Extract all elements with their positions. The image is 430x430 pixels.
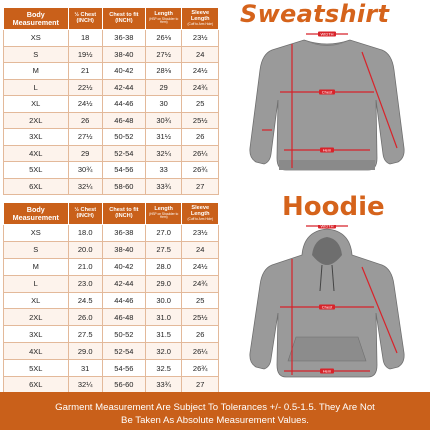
header-body-measurement: Body Measurement	[4, 8, 69, 30]
header-half-chest: ½ Chest (INCH)	[68, 8, 102, 30]
cell-sleeve: 26	[182, 326, 219, 343]
cell-size: 6XL	[4, 178, 69, 195]
header-body-measurement: Body Measurement	[4, 203, 69, 225]
cell-length: 32.5	[145, 360, 182, 377]
cell-size: XL	[4, 292, 69, 309]
cell-sleeve: 24	[182, 46, 219, 63]
cell-length: 27.5	[145, 241, 182, 258]
table-row	[4, 225, 219, 242]
cell-chest: 21	[68, 63, 102, 80]
cell-sleeve: 26	[182, 129, 219, 146]
cell-sleeve: 25½	[182, 112, 219, 129]
header-sleeve-label: Sleeve Length	[190, 9, 210, 22]
cell-size: 4XL	[4, 145, 69, 162]
cell-size: L	[4, 79, 69, 96]
cell-sleeve: 24½	[182, 63, 219, 80]
cell-fit: 40-42	[102, 63, 145, 80]
table-row	[4, 377, 219, 394]
cell-length: 26⅛	[145, 30, 182, 47]
cell-sleeve: 24¾	[182, 275, 219, 292]
sweatshirt-title: Sweatshirt	[240, 0, 390, 28]
cell-sleeve: 24¾	[182, 79, 219, 96]
cell-chest: 32¼	[68, 377, 102, 394]
cell-length: 30.0	[145, 292, 182, 309]
hoodie-diagram	[232, 225, 422, 385]
cell-fit: 38-40	[102, 46, 145, 63]
cell-chest: 18.0	[68, 225, 102, 242]
cell-length: 31½	[145, 129, 182, 146]
cell-fit: 54-56	[102, 360, 145, 377]
cell-fit: 50-52	[102, 326, 145, 343]
cell-chest: 24.5	[68, 292, 102, 309]
width-label: WIDTH	[320, 31, 334, 37]
cell-length: 31.5	[145, 326, 182, 343]
cell-fit: 36-38	[102, 225, 145, 242]
table-row	[4, 309, 219, 326]
header-sleeve-length	[182, 203, 219, 225]
cell-chest: 19½	[68, 46, 102, 63]
cell-size: 2XL	[4, 112, 69, 129]
header-length-label: Length	[154, 11, 173, 18]
cell-size: 6XL	[4, 377, 69, 394]
cell-sleeve: 24	[182, 241, 219, 258]
header-length	[145, 8, 182, 30]
cell-length: 30	[145, 96, 182, 113]
header-sleeve-note: (Cuff to Arm Hole)	[187, 216, 213, 221]
cell-size: S	[4, 241, 69, 258]
cell-fit: 38-40	[102, 241, 145, 258]
table-row	[4, 241, 219, 258]
cell-fit: 42-44	[102, 275, 145, 292]
cell-fit: 52-54	[102, 343, 145, 360]
table-row	[4, 112, 219, 129]
cell-fit: 36-38	[102, 30, 145, 47]
cell-size: XL	[4, 96, 69, 113]
cell-fit: 46-48	[102, 309, 145, 326]
cell-chest: 26.0	[68, 309, 102, 326]
cell-length: 33¾	[145, 178, 182, 195]
header-length-note: (HSP on Shoulder to Hem)	[149, 17, 179, 25]
table-row	[4, 275, 219, 292]
hem-label: Hem	[322, 147, 332, 153]
hoodie-title: Hoodie	[282, 192, 385, 222]
tolerance-footer	[0, 392, 430, 430]
cell-chest: 32¼	[68, 178, 102, 195]
cell-fit: 50-52	[102, 129, 145, 146]
cell-sleeve: 25	[182, 292, 219, 309]
cell-sleeve: 25½	[182, 309, 219, 326]
sweatshirt-table-body	[4, 30, 219, 195]
cell-length: 33¾	[145, 377, 182, 394]
width-label: WIDTH	[320, 225, 334, 229]
table-row	[4, 129, 219, 146]
cell-sleeve: 27	[182, 178, 219, 195]
table-row	[4, 96, 219, 113]
sweatshirt-diagram	[232, 30, 422, 180]
cell-chest: 31	[68, 360, 102, 377]
header-length-note: (HSP on Shoulder to Hem)	[149, 212, 179, 220]
header-chest-to-fit: Chest to fit (INCH)	[102, 8, 145, 30]
footer-line-1: Garment Measurement Are Subject To Tolerances +/- 0.5-1.5. They Are Not	[55, 402, 375, 413]
header-half-chest: ½ Chest (INCH)	[68, 203, 102, 225]
table-row	[4, 258, 219, 275]
header-length-label: Length	[154, 206, 173, 213]
kangaroo-pocket	[288, 337, 366, 361]
cell-chest: 27.5	[68, 326, 102, 343]
cell-chest: 24½	[68, 96, 102, 113]
cell-sleeve: 26¼	[182, 343, 219, 360]
cell-length: 31.0	[145, 309, 182, 326]
header-sleeve-note: (Cuff to Arm Hole)	[187, 21, 213, 26]
sweatshirt-size-table	[3, 7, 219, 195]
cell-length: 29.0	[145, 275, 182, 292]
cell-chest: 22½	[68, 79, 102, 96]
chest-label: Chest	[321, 304, 333, 310]
cell-length: 33	[145, 162, 182, 179]
hem-label: Hem	[322, 368, 332, 374]
cell-length: 27.0	[145, 225, 182, 242]
table-row	[4, 326, 219, 343]
cell-sleeve: 26¾	[182, 360, 219, 377]
cell-chest: 21.0	[68, 258, 102, 275]
cell-sleeve: 24½	[182, 258, 219, 275]
cell-sleeve: 23½	[182, 30, 219, 47]
table-row	[4, 30, 219, 47]
table-row	[4, 178, 219, 195]
cell-size: M	[4, 63, 69, 80]
cell-size: 4XL	[4, 343, 69, 360]
table-row	[4, 46, 219, 63]
header-length	[145, 203, 182, 225]
cell-sleeve: 23½	[182, 225, 219, 242]
cell-chest: 27½	[68, 129, 102, 146]
table-row	[4, 63, 219, 80]
cell-sleeve: 26¼	[182, 145, 219, 162]
sweatshirt-waistband	[279, 160, 375, 170]
cell-chest: 26	[68, 112, 102, 129]
cell-fit: 44-46	[102, 292, 145, 309]
cell-length: 32¼	[145, 145, 182, 162]
header-chest-to-fit: Chest to fit (INCH)	[102, 203, 145, 225]
table-header-row	[4, 203, 219, 225]
cell-size: 5XL	[4, 360, 69, 377]
cell-chest: 20.0	[68, 241, 102, 258]
cell-fit: 56-60	[102, 377, 145, 394]
cell-size: XS	[4, 225, 69, 242]
footer-line-2: Be Taken As Absolute Measurement Values.	[121, 415, 309, 426]
cell-length: 27½	[145, 46, 182, 63]
cell-size: L	[4, 275, 69, 292]
cell-chest: 29	[68, 145, 102, 162]
cell-sleeve: 27	[182, 377, 219, 394]
cell-length: 28⅛	[145, 63, 182, 80]
cell-sleeve: 25	[182, 96, 219, 113]
cell-chest: 29.0	[68, 343, 102, 360]
cell-fit: 44-46	[102, 96, 145, 113]
cell-size: XS	[4, 30, 69, 47]
table-row	[4, 292, 219, 309]
cell-chest: 23.0	[68, 275, 102, 292]
table-row	[4, 343, 219, 360]
chest-label: Chest	[321, 89, 333, 95]
table-row	[4, 79, 219, 96]
cell-length: 29	[145, 79, 182, 96]
cell-chest: 18	[68, 30, 102, 47]
cell-size: 5XL	[4, 162, 69, 179]
cell-fit: 42-44	[102, 79, 145, 96]
cell-chest: 30¾	[68, 162, 102, 179]
cell-length: 30¾	[145, 112, 182, 129]
cell-sleeve: 26¾	[182, 162, 219, 179]
cell-length: 32.0	[145, 343, 182, 360]
cell-size: S	[4, 46, 69, 63]
table-row	[4, 162, 219, 179]
cell-size: M	[4, 258, 69, 275]
cell-fit: 54-56	[102, 162, 145, 179]
cell-length: 28.0	[145, 258, 182, 275]
cell-fit: 52-54	[102, 145, 145, 162]
header-sleeve-label: Sleeve Length	[190, 204, 210, 217]
cell-fit: 58-60	[102, 178, 145, 195]
table-row	[4, 360, 219, 377]
header-sleeve-length	[182, 8, 219, 30]
cell-fit: 40-42	[102, 258, 145, 275]
cell-size: 2XL	[4, 309, 69, 326]
hoodie-size-table	[3, 202, 219, 394]
cell-size: 3XL	[4, 129, 69, 146]
table-header-row	[4, 8, 219, 30]
cell-fit: 46-48	[102, 112, 145, 129]
table-row	[4, 145, 219, 162]
hoodie-table-body	[4, 225, 219, 394]
cell-size: 3XL	[4, 326, 69, 343]
